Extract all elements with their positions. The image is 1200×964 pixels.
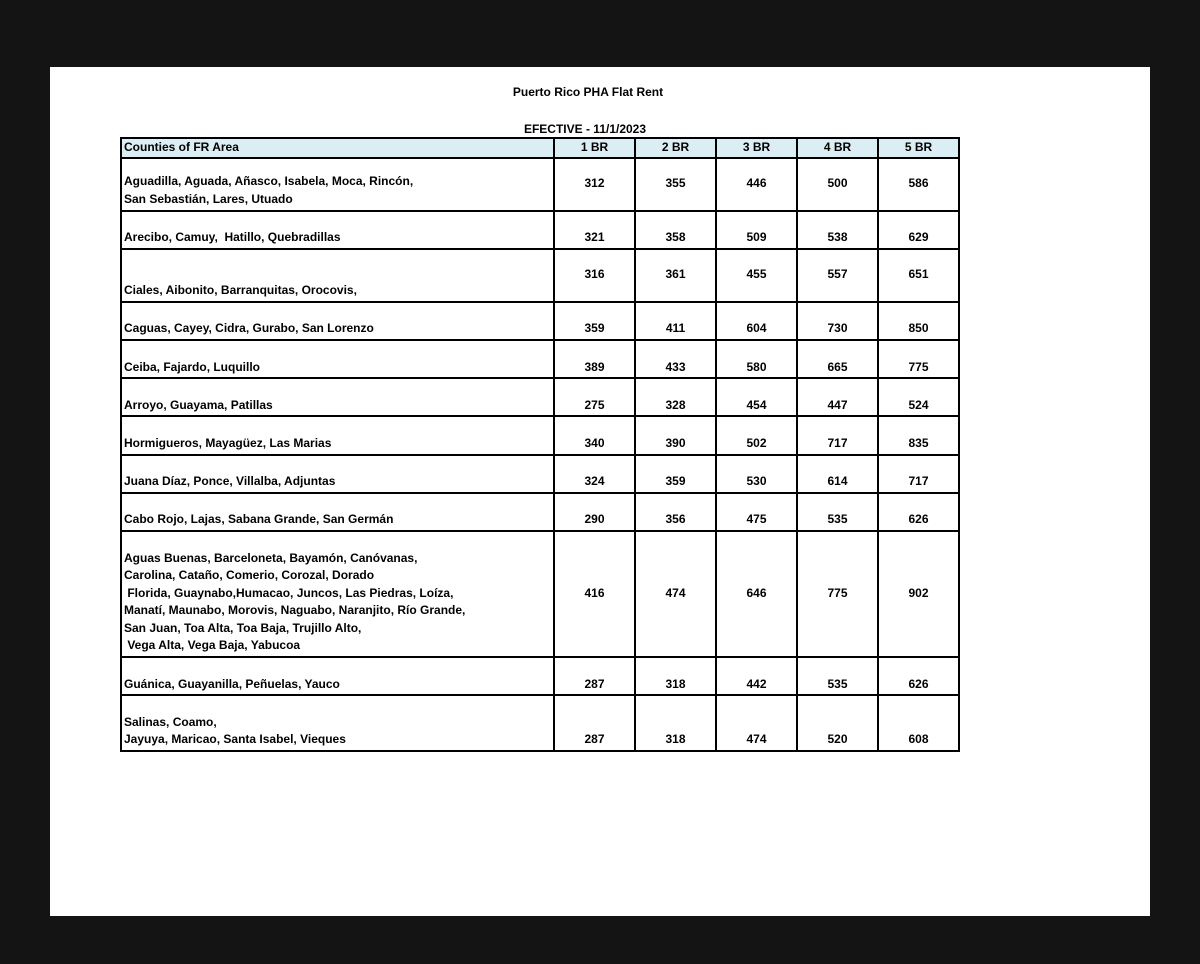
- row-3br: 442: [716, 657, 797, 695]
- row-5br: 850: [878, 302, 959, 340]
- row-2br: 474: [635, 531, 716, 657]
- row-3br: 604: [716, 302, 797, 340]
- row-2br: 390: [635, 416, 716, 454]
- row-4br: 535: [797, 493, 878, 531]
- row-area: Caguas, Cayey, Cidra, Gurabo, San Lorenzo: [121, 302, 554, 340]
- header-2br: 2 BR: [635, 138, 716, 158]
- row-1br: 290: [554, 493, 635, 531]
- document-title-text: Puerto Rico PHA Flat Rent: [512, 85, 664, 99]
- header-4br: 4 BR: [797, 138, 878, 158]
- table-row: [121, 249, 959, 302]
- row-4br: 500: [797, 158, 878, 211]
- row-1br: 316: [554, 249, 635, 302]
- row-4br: 557: [797, 249, 878, 302]
- row-5br: 586: [878, 158, 959, 211]
- row-3br: 455: [716, 249, 797, 302]
- table-row: [121, 531, 959, 657]
- row-4br: 665: [797, 340, 878, 378]
- table-row: [121, 657, 959, 695]
- row-1br: 287: [554, 657, 635, 695]
- row-3br: 530: [716, 455, 797, 493]
- row-area: Ciales, Aibonito, Barranquitas, Orocovis,: [121, 249, 554, 302]
- row-area: Salinas, Coamo, Jayuya, Maricao, Santa Isabel, Vieques: [121, 695, 554, 751]
- row-5br: 524: [878, 378, 959, 416]
- row-3br: 454: [716, 378, 797, 416]
- row-3br: 446: [716, 158, 797, 211]
- row-2br: 433: [635, 340, 716, 378]
- row-1br: 321: [554, 211, 635, 249]
- row-4br: 717: [797, 416, 878, 454]
- table-header-row: [121, 138, 959, 158]
- effective-date-text: EFECTIVE - 11/1/2023: [523, 122, 647, 136]
- row-1br: 287: [554, 695, 635, 751]
- row-3br: 580: [716, 340, 797, 378]
- document-title: [50, 85, 1150, 99]
- row-5br: 717: [878, 455, 959, 493]
- row-2br: 361: [635, 249, 716, 302]
- row-area: Hormigueros, Mayagüez, Las Marias: [121, 416, 554, 454]
- header-1br: 1 BR: [554, 138, 635, 158]
- row-2br: 358: [635, 211, 716, 249]
- table-row: [121, 378, 959, 416]
- row-area: Aguas Buenas, Barceloneta, Bayamón, Canóvanas, Carolina, Cataño, Comerio, Corozal, Dorado Florida, Guaynabo,Humacao, Juncos, Las Piedras, Loíza, Manatí, Maunabo, Morovis, Naguabo, Naranjito, Río Grande, San Juan, Toa Alta, Toa Baja, Trujillo Alto, Vega Alta, Vega Baja, Yabucoa: [121, 531, 554, 657]
- row-4br: 535: [797, 657, 878, 695]
- row-2br: 328: [635, 378, 716, 416]
- row-1br: 275: [554, 378, 635, 416]
- table-row: [121, 302, 959, 340]
- row-1br: 312: [554, 158, 635, 211]
- effective-date: [50, 122, 1150, 136]
- row-5br: 629: [878, 211, 959, 249]
- row-2br: 318: [635, 695, 716, 751]
- row-3br: 474: [716, 695, 797, 751]
- row-4br: 730: [797, 302, 878, 340]
- row-3br: 646: [716, 531, 797, 657]
- row-2br: 411: [635, 302, 716, 340]
- table-row: [121, 416, 959, 454]
- row-area: Cabo Rojo, Lajas, Sabana Grande, San Germán: [121, 493, 554, 531]
- table-row: [121, 455, 959, 493]
- table-row: [121, 695, 959, 751]
- row-5br: 626: [878, 493, 959, 531]
- row-5br: 608: [878, 695, 959, 751]
- row-area: Juana Díaz, Ponce, Villalba, Adjuntas: [121, 455, 554, 493]
- document-page: [50, 67, 1150, 916]
- row-1br: 359: [554, 302, 635, 340]
- row-area: Arroyo, Guayama, Patillas: [121, 378, 554, 416]
- row-area: Ceiba, Fajardo, Luquillo: [121, 340, 554, 378]
- header-3br: 3 BR: [716, 138, 797, 158]
- row-4br: 614: [797, 455, 878, 493]
- row-1br: 340: [554, 416, 635, 454]
- flat-rent-table: [120, 137, 960, 752]
- row-5br: 775: [878, 340, 959, 378]
- row-3br: 509: [716, 211, 797, 249]
- row-1br: 416: [554, 531, 635, 657]
- row-4br: 447: [797, 378, 878, 416]
- row-2br: 355: [635, 158, 716, 211]
- row-2br: 356: [635, 493, 716, 531]
- row-area: Arecibo, Camuy, Hatillo, Quebradillas: [121, 211, 554, 249]
- header-counties: Counties of FR Area: [121, 138, 554, 158]
- row-1br: 324: [554, 455, 635, 493]
- row-5br: 626: [878, 657, 959, 695]
- table-row: [121, 493, 959, 531]
- row-5br: 651: [878, 249, 959, 302]
- row-area: Aguadilla, Aguada, Añasco, Isabela, Moca, Rincón, San Sebastián, Lares, Utuado: [121, 158, 554, 211]
- table-row: [121, 211, 959, 249]
- row-3br: 502: [716, 416, 797, 454]
- row-area: Guánica, Guayanilla, Peñuelas, Yauco: [121, 657, 554, 695]
- header-5br: 5 BR: [878, 138, 959, 158]
- row-4br: 775: [797, 531, 878, 657]
- row-4br: 520: [797, 695, 878, 751]
- row-4br: 538: [797, 211, 878, 249]
- row-1br: 389: [554, 340, 635, 378]
- table-row: [121, 158, 959, 211]
- row-3br: 475: [716, 493, 797, 531]
- row-5br: 902: [878, 531, 959, 657]
- row-2br: 318: [635, 657, 716, 695]
- row-2br: 359: [635, 455, 716, 493]
- row-5br: 835: [878, 416, 959, 454]
- table-row: [121, 340, 959, 378]
